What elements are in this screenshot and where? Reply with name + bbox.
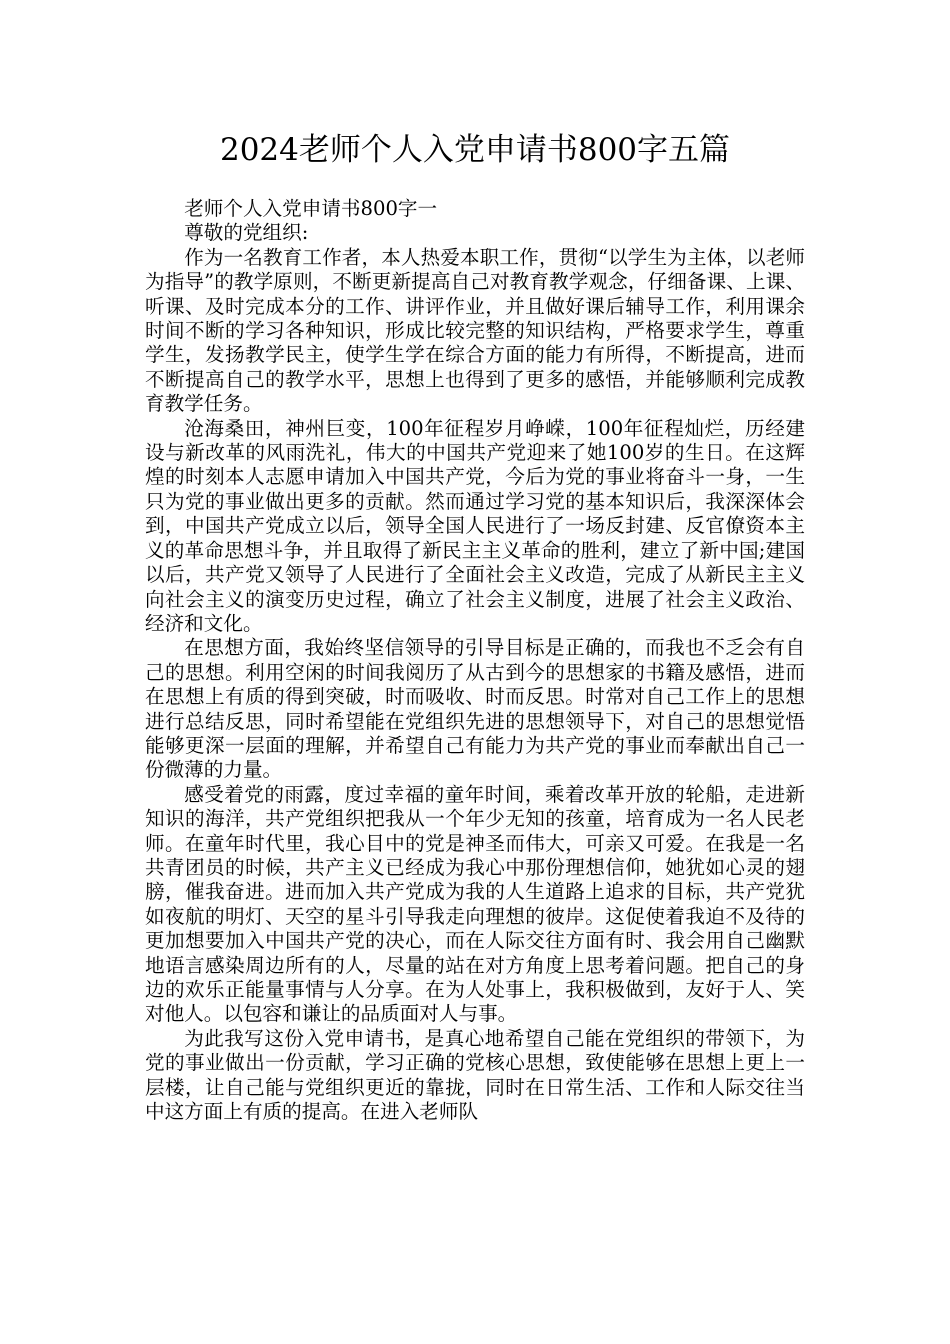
salutation: 尊敬的党组织: — [184, 221, 309, 245]
paragraph-4: 感受着党的雨露，度过幸福的童年时间，乘着改革开放的轮船，走进新知识的海洋，共产党组织把我从一个年少无知的孩童，培育成为一名人民老师。在童年时代里，我心目中的党是神圣而伟大，可亲又可爱。在我是一名共青团员的时候，共产主义已经成为我心中那份理想信仰，她犹如心灵的翅膀，催我奋进。进而加入共产党成为我的人生道路上追求的目标，共产党犹如夜航的明灯、天空的星斗引导我走向理想的彼岸。这促使着我迫不及待的更加想要加入中国共产党的决心，而在人际交往方面有时、我会用自己幽默地语言感染周边所有的人，尽量的站在对方角度上思考着问题。把自己的身边的欢乐正能量事情与人分享。在为人处事上，我积极做到，友好于人、笑对他人。以包容和谦让的品质面对人与事。 — [145, 782, 805, 1026]
paragraph-5: 为此我写这份入党申请书，是真心地希望自己能在党组织的带领下，为党的事业做出一份贡献，学习正确的党核心思想，致使能够在思想上更上一层楼，让自己能与党组织更近的靠拢，同时在日常生活、工作和人际交往当中这方面上有质的提高。在进入老师队 — [145, 1026, 805, 1124]
section-heading: 老师个人入党申请书800字一 — [184, 197, 438, 220]
paragraph-2: 沧海桑田，神州巨变，100年征程岁月峥嵘，100年征程灿烂，历经建设与新改革的风雨洗礼，伟大的中国共产党迎来了她100岁的生日。在这辉煌的时刻本人志愿申请加入中国共产党，今后为党的事业将奋斗一身，一生只为党的事业做出更多的贡献。然而通过学习党的基本知识后，我深深体会到，中国共产党成立以后，领导全国人民进行了一场反封建、反官僚资本主义的革命思想斗争，并且取得了新民主主义革命的胜利，建立了新中国;建国以后，共产党又领导了人民进行了全面社会主义改造，完成了从新民主主义向社会主义的演变历史过程，确立了社会主义制度，进展了社会主义政治、经济和文化。 — [145, 416, 805, 635]
document-body — [145, 197, 805, 1124]
paragraph-3: 在思想方面，我始终坚信领导的引导目标是正确的，而我也不乏会有自己的思想。利用空闲的时间我阅历了从古到今的思想家的书籍及感悟，进而在思想上有质的得到突破，时而吸收、时而反思。时常对自己工作上的思想进行总结反思，同时希望能在党组织先进的思想领导下，对自己的思想觉悟能够更深一层面的理解，并希望自己有能力为共产党的事业而奉献出自己一份微薄的力量。 — [145, 636, 805, 782]
paragraph-1: 作为一名教育工作者，本人热爱本职工作，贯彻“以学生为主体，以老师为指导”的教学原则，不断更新提高自己对教育教学观念，仔细备课、上课、听课、及时完成本分的工作、讲评作业，并且做好课后辅导工作，利用课余时间不断的学习各种知识，形成比较完整的知识结构，严格要求学生，尊重学生，发扬教学民主，使学生学在综合方面的能力有所得，不断提高，进而不断提高自己的教学水平，思想上也得到了更多的感悟，并能够顺利完成教育教学任务。 — [145, 245, 805, 416]
document-title: 2024老师个人入党申请书800字五篇 — [219, 132, 731, 168]
